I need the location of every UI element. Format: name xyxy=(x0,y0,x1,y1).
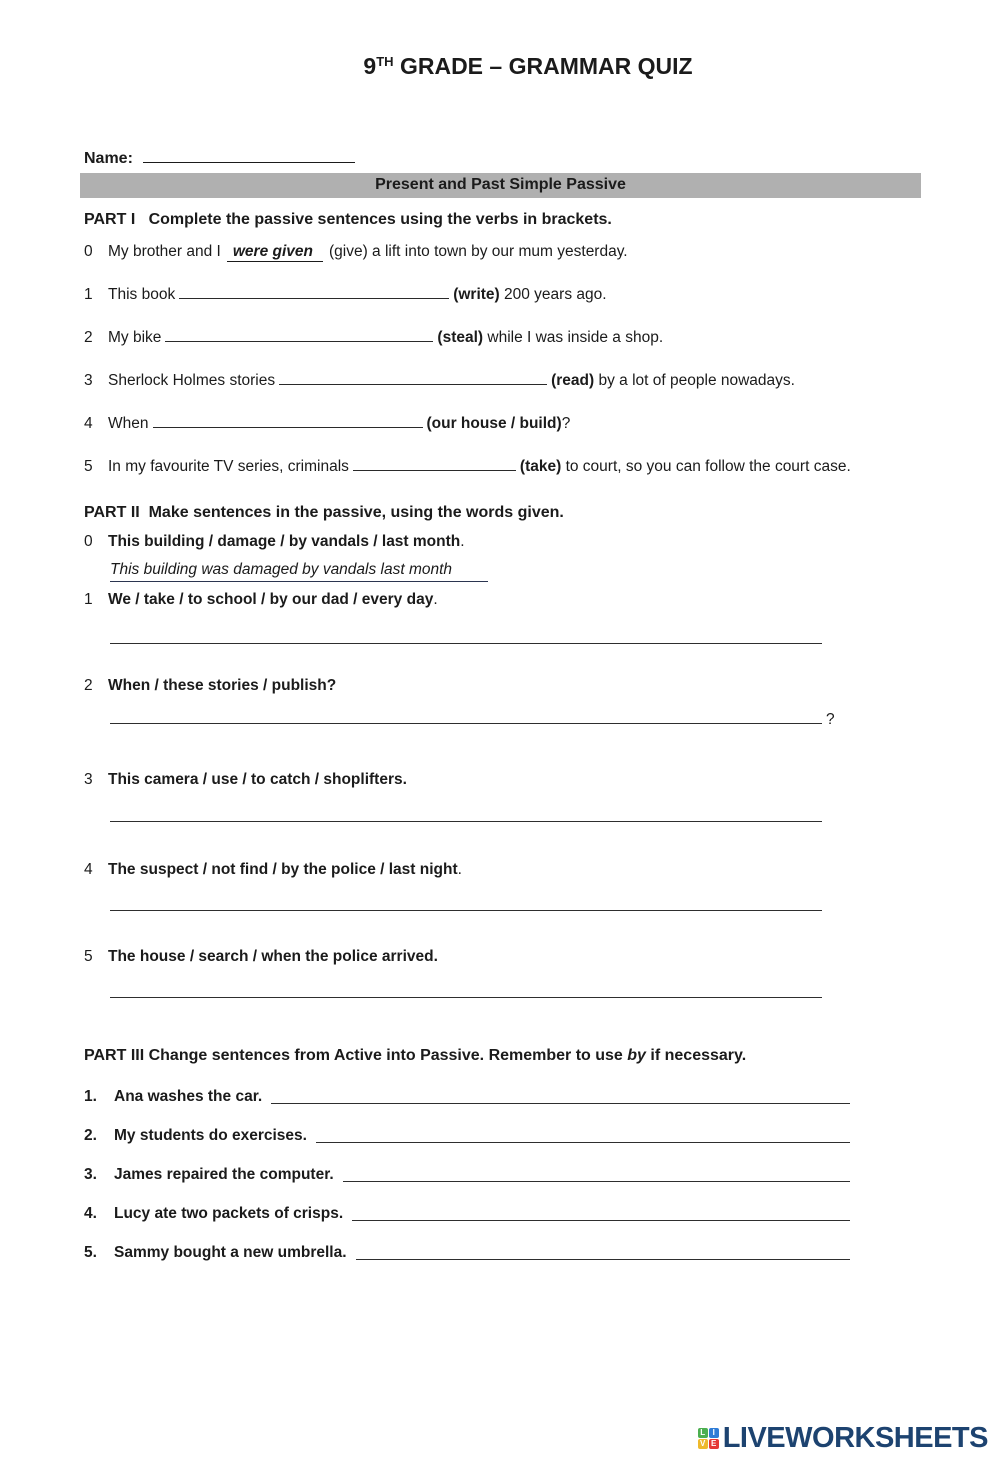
item-tail: . xyxy=(457,861,462,878)
part2-item xyxy=(84,770,912,790)
heading-text: PART III Change sentences from Active into Passive. Remember to use xyxy=(84,1047,628,1064)
answer-line[interactable] xyxy=(110,807,822,822)
item-tail: . xyxy=(460,533,465,550)
part3-item xyxy=(84,1203,850,1225)
item-number: 1. xyxy=(84,1088,97,1105)
item-number: 4. xyxy=(84,1205,97,1222)
liveworksheets-logo[interactable] xyxy=(698,1424,988,1453)
line-suffix: ? xyxy=(826,711,835,728)
item-number: 5 xyxy=(84,458,93,475)
answer-blank[interactable] xyxy=(179,285,449,299)
item-text: This camera / use / to catch / shoplifters. xyxy=(108,771,407,788)
part2-item xyxy=(84,947,912,967)
part1-item xyxy=(84,457,912,477)
item-text: (give) a lift into town by our mum yesterday. xyxy=(328,243,628,260)
item-text: The house / search / when the police arrived. xyxy=(108,948,438,965)
item-text: Sammy bought a new umbrella. xyxy=(114,1244,347,1261)
tile-letter: L xyxy=(698,1428,708,1438)
item-number: 1 xyxy=(84,286,93,303)
answer-blank[interactable] xyxy=(279,371,547,385)
item-text: James repaired the computer. xyxy=(114,1166,334,1183)
item-tail: . xyxy=(433,591,438,608)
part2-example-answer-row xyxy=(84,560,912,582)
item-text: to court, so you can follow the court case. xyxy=(565,458,851,475)
item-text: Lucy ate two packets of crisps. xyxy=(114,1205,344,1222)
tile-letter: V xyxy=(698,1439,708,1449)
part1-heading: PART I Complete the passive sentences using the verbs in brackets. xyxy=(84,211,612,228)
heading-italic: by xyxy=(627,1047,646,1064)
answer-line[interactable] xyxy=(356,1246,850,1260)
page-title xyxy=(84,52,912,84)
item-number: 2 xyxy=(84,677,93,694)
part3-item xyxy=(84,1125,850,1147)
item-text: Ana washes the car. xyxy=(114,1088,263,1105)
answer-line[interactable] xyxy=(110,983,822,998)
item-text: My students do exercises. xyxy=(114,1127,307,1144)
item-text: Sherlock Holmes stories xyxy=(108,372,276,389)
item-number: 2 xyxy=(84,329,93,346)
section-banner: Present and Past Simple Passive xyxy=(80,173,921,198)
part1-item xyxy=(84,285,912,305)
liveworksheets-tiles-icon xyxy=(698,1428,719,1449)
verb-hint: (our house / build) xyxy=(426,415,562,432)
part1-item xyxy=(84,414,912,434)
name-label: Name: xyxy=(84,150,133,167)
item-number: 4 xyxy=(84,415,93,432)
title-text: GRADE – GRAMMAR QUIZ xyxy=(393,53,693,79)
brand-name: LIVEWORKSHEETS xyxy=(722,1422,988,1454)
answer-line[interactable] xyxy=(110,709,822,724)
answer-line[interactable] xyxy=(316,1129,850,1143)
item-number: 3 xyxy=(84,771,93,788)
tile-letter: E xyxy=(709,1439,719,1449)
part3-item xyxy=(84,1164,850,1186)
item-text: 200 years ago. xyxy=(504,286,607,303)
part2-item xyxy=(84,860,912,880)
item-text: This book xyxy=(108,286,176,303)
item-text: by a lot of people nowadays. xyxy=(598,372,795,389)
title-superscript: TH xyxy=(376,54,394,69)
part3-item xyxy=(84,1086,850,1108)
part2-example xyxy=(84,532,912,552)
answer-line[interactable] xyxy=(352,1207,850,1221)
answer-blank[interactable] xyxy=(353,457,516,471)
item-text: ? xyxy=(561,415,571,432)
item-number: 0 xyxy=(84,243,93,260)
example-answer: were given xyxy=(227,243,323,262)
item-number: 1 xyxy=(84,591,93,608)
item-text: This building / damage / by vandals / last month xyxy=(108,533,461,550)
answer-line-row xyxy=(84,709,912,730)
answer-line[interactable] xyxy=(110,896,822,911)
verb-hint: (write) xyxy=(453,286,500,303)
part3-heading xyxy=(84,1046,912,1066)
part3-item xyxy=(84,1242,850,1264)
verb-hint: (steal) xyxy=(437,329,484,346)
item-number: 3. xyxy=(84,1166,97,1183)
name-input-blank[interactable] xyxy=(143,148,355,163)
part2-item xyxy=(84,590,912,610)
part2-item xyxy=(84,676,912,696)
item-number: 5 xyxy=(84,948,93,965)
item-number: 3 xyxy=(84,372,93,389)
item-number: 5. xyxy=(84,1244,97,1261)
item-text: My bike xyxy=(108,329,162,346)
part1-item xyxy=(84,328,912,348)
item-text: We / take / to school / by our dad / every day xyxy=(108,591,434,608)
item-text: When xyxy=(108,415,149,432)
verb-hint: (read) xyxy=(551,372,595,389)
answer-blank[interactable] xyxy=(153,414,423,428)
part1-example xyxy=(84,242,912,262)
part1-item xyxy=(84,371,912,391)
part2-heading: PART II Make sentences in the passive, using the words given. xyxy=(84,504,564,521)
answer-blank[interactable] xyxy=(165,328,433,342)
verb-hint: (take) xyxy=(519,458,562,475)
item-text: The suspect / not find / by the police / last night xyxy=(108,861,458,878)
item-text: In my favourite TV series, criminals xyxy=(108,458,349,475)
name-row xyxy=(84,148,912,169)
answer-line[interactable] xyxy=(343,1168,850,1182)
item-number: 2. xyxy=(84,1127,97,1144)
item-number: 4 xyxy=(84,861,93,878)
worksheet-page xyxy=(0,52,1000,1264)
item-text: My brother and I xyxy=(108,243,221,260)
answer-line[interactable] xyxy=(110,629,822,644)
item-number: 0 xyxy=(84,533,93,550)
item-text: while I was inside a shop. xyxy=(487,329,664,346)
heading-text: if necessary. xyxy=(645,1047,747,1064)
item-text: When / these stories / publish? xyxy=(108,677,337,694)
answer-line[interactable] xyxy=(271,1090,850,1104)
example-answer: This building was damaged by vandals last month xyxy=(110,560,488,582)
tile-letter: I xyxy=(709,1428,719,1438)
title-number: 9 xyxy=(363,53,377,79)
